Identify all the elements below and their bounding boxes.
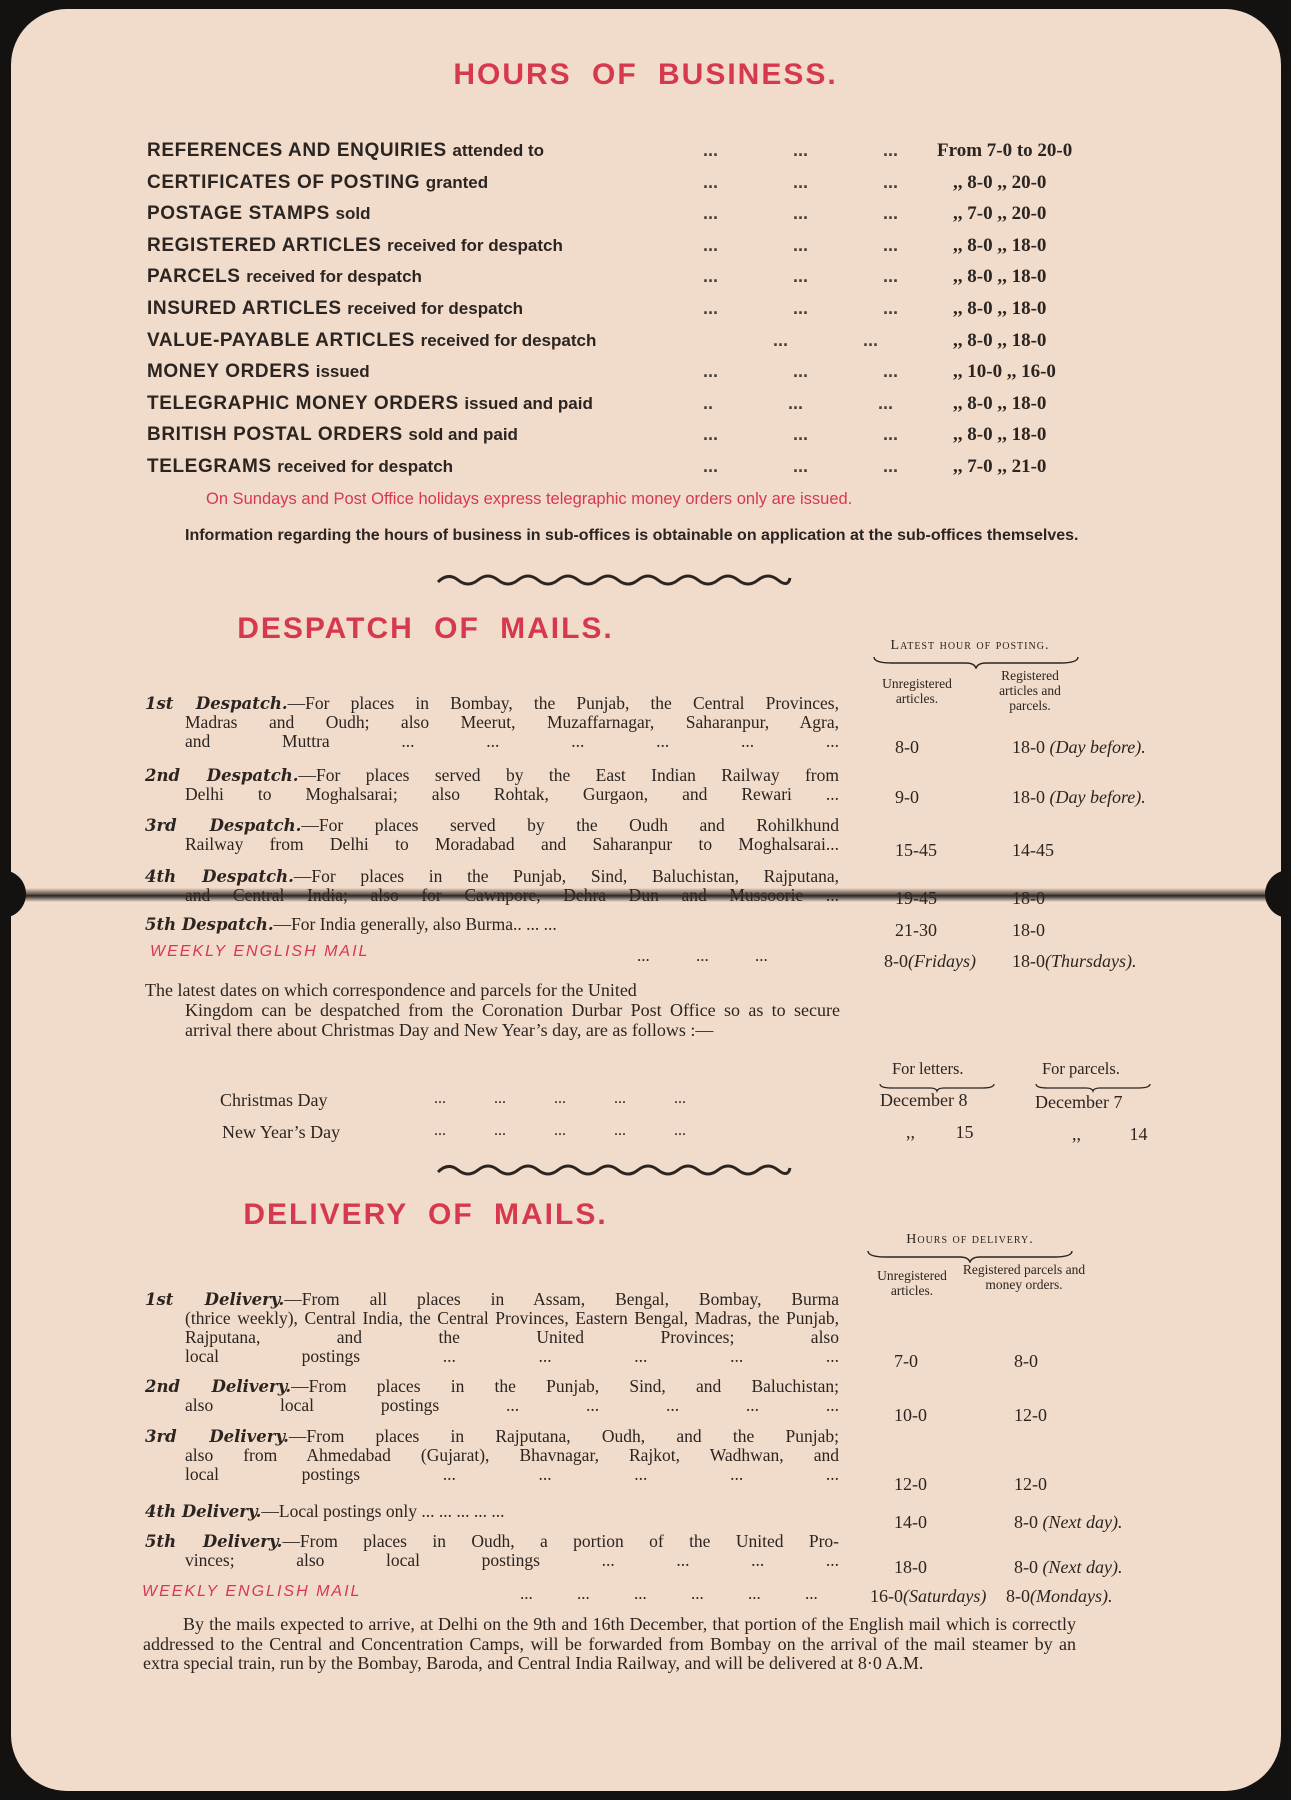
delivery-brace xyxy=(866,1249,1074,1263)
hours-row xyxy=(147,172,1097,200)
hours-service xyxy=(147,330,596,352)
despatch-entry-text: —For places in Bombay, the Punjab, the Central Provinces, xyxy=(287,693,839,713)
despatch-col-registered: Registered articles and parcels. xyxy=(999,668,1061,713)
date-parcels: December 7 xyxy=(1035,1092,1123,1112)
despatch-unregistered-time: 19-45 xyxy=(895,888,937,908)
despatch-registered-value: 14-45 xyxy=(1012,840,1054,860)
hours-service-suffix: issued and paid xyxy=(464,393,593,413)
hours-service-suffix: sold xyxy=(335,204,371,224)
delivery-entry-first-line xyxy=(145,1377,839,1396)
despatch-registered-note: (Day before). xyxy=(1049,787,1146,807)
despatch-entry-first-line xyxy=(145,694,839,713)
despatch-registered-value: 18-0 xyxy=(1012,888,1045,908)
despatch-entry xyxy=(145,694,839,751)
delivery-col-unregistered: Unregistered articles. xyxy=(877,1268,947,1298)
hours-time-range: ,, 8-0 ,, 18-0 xyxy=(953,234,1047,256)
date-row-label: Christmas Day xyxy=(220,1090,328,1110)
hours-service-suffix: attended to xyxy=(452,141,545,160)
date-row-dots: ... ... ... ... ... xyxy=(434,1122,686,1139)
for-letters-header: For letters. xyxy=(892,1059,964,1078)
despatch-registered-value: 18-0 xyxy=(1012,787,1045,807)
delivery-registered-time xyxy=(1014,1351,1038,1372)
delivery-registered-value: 12-0 xyxy=(1014,1405,1047,1425)
hours-service-suffix: received for despatch xyxy=(246,267,422,287)
despatch-unregistered-time: 8-0 xyxy=(895,737,919,757)
hours-service xyxy=(147,361,370,383)
delivery-entry xyxy=(145,1427,839,1484)
wavy-divider-2 xyxy=(436,1160,792,1180)
date-row-label: New Year’s Day xyxy=(222,1122,341,1142)
delivery-entry-text: —From places in Rajputana, Oudh, and the Punjab; xyxy=(288,1426,840,1446)
hours-time-range: ,, 10-0 ,, 16-0 xyxy=(953,361,1056,383)
despatch-entry-first-line xyxy=(145,816,839,835)
delivery-weekly-registered: 8-0(Mondays). xyxy=(1006,1586,1113,1606)
despatch-entry-label: 2nd Despatch. xyxy=(145,766,299,785)
hours-leader-dots: ... ... ... xyxy=(703,266,899,287)
hours-row xyxy=(147,298,1097,326)
delivery-entry-text: —From places in the Punjab, Sind, and Baluchistan; xyxy=(291,1376,839,1396)
delivery-entry xyxy=(145,1502,839,1521)
delivery-entry-label: 4th Delivery. xyxy=(145,1502,262,1521)
despatch-weekly-label: WEEKLY ENGLISH MAIL xyxy=(150,943,370,960)
hours-time-range: ,, 8-0 ,, 18-0 xyxy=(953,424,1047,446)
delivery-registered-time xyxy=(1014,1557,1122,1578)
hours-leader-dots: ... ... ... xyxy=(703,203,899,224)
despatch-registered-time xyxy=(1012,787,1146,808)
delivery-entry-first-line xyxy=(145,1532,839,1551)
delivery-registered-time xyxy=(1014,1474,1047,1495)
delivery-weekly-dots: ... ... ... ... ... ... xyxy=(520,1584,818,1603)
hours-row xyxy=(147,266,1097,294)
hours-service-name: TELEGRAMS xyxy=(147,456,272,477)
hours-time-range: ,, 8-0 ,, 18-0 xyxy=(953,329,1047,351)
hours-leader-dots: ... ... ... xyxy=(703,361,899,382)
hours-service-name: MONEY ORDERS xyxy=(147,361,311,383)
delivery-entry-last-line: local postings ... ... ... ... ... xyxy=(185,1464,839,1484)
hours-service-suffix: received for despatch xyxy=(387,235,563,255)
hours-service-name: PARCELS xyxy=(147,266,241,288)
delivery-entry-label: 5th Delivery. xyxy=(145,1532,283,1551)
hours-row xyxy=(147,140,1097,168)
hours-service xyxy=(147,393,593,415)
despatch-registered-value: 18-0 xyxy=(1012,737,1045,757)
hours-time-range: ,, 8-0 ,, 18-0 xyxy=(953,298,1047,319)
despatch-entry-first-line xyxy=(145,766,839,785)
despatch-entry-text: —For places served by the East Indian Railway from xyxy=(298,765,839,785)
delivery-unregistered-time: 12-0 xyxy=(894,1474,927,1494)
despatch-brace xyxy=(872,655,1080,669)
delivery-unregistered-time: 18-0 xyxy=(894,1557,927,1577)
despatch-entry xyxy=(145,867,839,905)
hours-service-name: REFERENCES AND ENQUIRIES xyxy=(147,140,447,161)
despatch-registered-time xyxy=(1012,737,1146,758)
date-row-dots: ... ... ... ... ... xyxy=(434,1090,686,1107)
hours-row xyxy=(147,424,1097,452)
hours-service-name: REGISTERED ARTICLES xyxy=(147,234,382,256)
delivery-unregistered-time: 7-0 xyxy=(894,1351,918,1371)
despatch-entry-text: —For places in the Punjab, Sind, Baluchistan, Rajputana, xyxy=(293,866,839,886)
despatch-entry-label: 1st Despatch. xyxy=(145,694,288,713)
hours-time-range: ,, 7-0 ,, 21-0 xyxy=(953,456,1047,477)
hours-time-range: ,, 8-0 ,, 18-0 xyxy=(953,392,1047,414)
delivery-entry-first-line xyxy=(145,1502,839,1521)
hours-time-range: ,, 7-0 ,, 20-0 xyxy=(953,203,1047,225)
hours-leader-dots: ... ... ... xyxy=(703,171,899,192)
despatch-entry-continuation: Madras and Oudh; also Meerut, Muzaffarnagar, Saharanpur, Agra, xyxy=(185,712,839,732)
despatch-entry-label: 3rd Despatch. xyxy=(145,816,302,835)
delivery-registered-time xyxy=(1014,1512,1122,1533)
hours-service xyxy=(147,266,422,288)
despatch-col-unregistered: Unregistered articles. xyxy=(882,676,952,706)
hours-service-suffix: received for despatch xyxy=(420,330,597,350)
delivery-entry-text: —From all places in Assam, Bengal, Bombay, Burma xyxy=(284,1289,839,1309)
delivery-registered-value: 8-0 xyxy=(1014,1557,1038,1577)
delivery-entry xyxy=(145,1532,839,1570)
despatch-entry-text: —For India generally, also Burma.. ... ... xyxy=(273,914,557,934)
despatch-column-header: Latest hour of posting. xyxy=(890,638,1050,653)
hours-service-name: POSTAGE STAMPS xyxy=(147,203,330,225)
despatch-entry-first-line xyxy=(145,915,839,934)
despatch-registered-note: (Day before). xyxy=(1049,737,1146,757)
delivery-registered-value: 12-0 xyxy=(1014,1474,1047,1494)
delivery-col-registered: Registered parcels and money orders. xyxy=(962,1262,1086,1292)
hours-service-suffix: sold and paid xyxy=(408,425,518,445)
delivery-entry-first-line xyxy=(145,1427,839,1446)
hours-time-range: ,, 8-0 ,, 18-0 xyxy=(953,266,1047,288)
hours-leader-dots: ... ... xyxy=(773,329,879,350)
delivery-entry-last-line: vinces; also local postings ... ... ... ... xyxy=(185,1550,839,1570)
hours-leader-dots: ... ... ... xyxy=(703,456,899,476)
delivery-registered-time xyxy=(1014,1405,1047,1426)
hours-service-name: BRITISH POSTAL ORDERS xyxy=(147,424,403,446)
hours-leader-dots: ... ... ... xyxy=(703,140,899,160)
for-parcels-header: For parcels. xyxy=(1042,1059,1120,1078)
hours-leader-dots: ... ... ... xyxy=(703,234,899,255)
final-paragraph: By the mails expected to arrive, at Delhi on the 9th and 16th December, that portion of the English mail which is correctly addressed to the Central and Concentration Camps, will be forwarded from Bombay on the arrival of the mail steamer by an extra special train, run by the Bombay, Baroda, and Central India Railway, and will be delivered at 8·0 A.M. xyxy=(143,1614,1076,1673)
hours-service-name: TELEGRAPHIC MONEY ORDERS xyxy=(147,392,459,414)
hours-service-suffix: received for despatch xyxy=(277,457,454,476)
hours-service xyxy=(147,456,453,478)
sunday-note: On Sundays and Post Office holidays express telegraphic money orders only are issued. xyxy=(206,490,853,508)
wavy-divider xyxy=(436,570,792,590)
hours-service-name: INSURED ARTICLES xyxy=(147,298,342,319)
delivery-entry xyxy=(145,1377,839,1415)
delivery-registered-value: 8-0 xyxy=(1014,1512,1038,1532)
hours-service-name: CERTIFICATES OF POSTING xyxy=(147,171,421,193)
delivery-entry-label: 1st Delivery. xyxy=(145,1290,285,1309)
despatch-registered-time xyxy=(1012,920,1045,941)
delivery-entry-text: —Local postings only ... ... ... ... ... xyxy=(261,1501,505,1521)
hours-row xyxy=(147,361,1097,389)
date-letters: ,, 15 xyxy=(906,1122,974,1142)
despatch-unregistered-time: 15-45 xyxy=(895,840,937,860)
delivery-entry-text: —From places in Oudh, a portion of the United Pro- xyxy=(282,1531,839,1551)
despatch-unregistered-time: 21-30 xyxy=(895,920,937,940)
hours-time-range: From 7-0 to 20-0 xyxy=(937,140,1073,161)
delivery-entry-label: 3rd Delivery. xyxy=(145,1427,289,1446)
hours-service xyxy=(147,172,488,194)
despatch-entry-last-line: Railway from Delhi to Moradabad and Saharanpur to Moghalsarai... xyxy=(185,834,839,854)
delivery-weekly-unregistered: 16-0(Saturdays) xyxy=(870,1586,987,1606)
despatch-entry-last-line: and Central India; also for Cawnpore, Dehra Dun and Mussoorie ... xyxy=(185,885,839,905)
hours-row xyxy=(147,203,1097,231)
delivery-entry-continuation: also from Ahmedabad (Gujarat), Bhavnagar, Rajkot, Wadhwan, and xyxy=(185,1445,839,1465)
delivery-entry-first-line xyxy=(145,1290,839,1309)
hours-leader-dots: ... ... ... xyxy=(703,424,899,445)
hours-service-suffix: issued xyxy=(315,362,370,382)
despatch-weekly-dots: ... ... ... xyxy=(637,946,768,965)
despatch-entry xyxy=(145,816,839,854)
despatch-title: DESPATCH OF MAILS. xyxy=(237,612,614,645)
despatch-registered-time xyxy=(1012,840,1054,861)
despatch-entry-text: —For places served by the Oudh and Rohilkhund xyxy=(301,815,839,835)
hours-leader-dots: .. ... ... xyxy=(703,392,894,413)
hours-time-range: ,, 8-0 ,, 20-0 xyxy=(953,171,1047,193)
delivery-entry-last-line: also local postings ... ... ... ... ... xyxy=(185,1395,839,1415)
delivery-registered-value: 8-0 xyxy=(1014,1351,1038,1371)
hours-service xyxy=(147,424,518,446)
hours-row xyxy=(147,330,1097,358)
despatch-registered-value: 18-0 xyxy=(1012,920,1045,940)
delivery-entry-label: 2nd Delivery. xyxy=(145,1377,292,1396)
hours-service-suffix: received for despatch xyxy=(347,299,524,318)
hours-row xyxy=(147,235,1097,263)
despatch-weekly-unregistered: 8-0(Fridays) xyxy=(884,951,976,971)
hours-service-name: VALUE-PAYABLE ARTICLES xyxy=(147,329,415,351)
delivery-unregistered-time: 14-0 xyxy=(894,1512,927,1532)
hours-title: HOURS OF BUSINESS. xyxy=(453,58,838,91)
hours-service xyxy=(147,298,523,320)
despatch-registered-time xyxy=(1012,888,1045,909)
despatch-entry-last-line: and Muttra ... ... ... ... ... ... xyxy=(185,731,839,751)
latest-dates-paragraph: The latest dates on which correspondence and parcels for the United Kingdom can be despatched from the Coronation Durbar Post Office so as to secure arrival there about Christmas Day and New Year’s day, are as follows :— xyxy=(145,980,840,1040)
sub-office-info: Information regarding the hours of business in sub-offices is obtainable on application at the sub-offices themselves. xyxy=(185,527,1079,544)
hours-service xyxy=(147,203,371,225)
hours-service-suffix: granted xyxy=(425,172,489,192)
despatch-entry xyxy=(145,915,839,934)
date-parcels: ,, 14 xyxy=(1072,1124,1148,1144)
despatch-entry-label: 4th Despatch. xyxy=(145,867,294,886)
hours-leader-dots: ... ... ... xyxy=(703,298,899,318)
despatch-entry xyxy=(145,766,839,804)
delivery-registered-note: (Next day). xyxy=(1042,1557,1123,1577)
delivery-title: DELIVERY OF MAILS. xyxy=(243,1198,608,1231)
despatch-entry-label: 5th Despatch. xyxy=(145,915,274,934)
despatch-weekly-registered: 18-0(Thursdays). xyxy=(1012,951,1137,971)
delivery-column-header: Hours of delivery. xyxy=(906,1232,1034,1247)
hours-service xyxy=(147,140,544,162)
date-letters: December 8 xyxy=(880,1090,968,1110)
delivery-entry-continuation: (thrice weekly), Central India, the Central Provinces, Eastern Bengal, Madras, the Punjab, Rajputana, and the United Provinces; also xyxy=(185,1308,839,1347)
delivery-unregistered-time: 10-0 xyxy=(894,1405,927,1425)
delivery-entry-last-line: local postings ... ... ... ... ... xyxy=(185,1346,839,1366)
hours-service xyxy=(147,235,563,257)
delivery-registered-note: (Next day). xyxy=(1042,1512,1123,1532)
hours-row xyxy=(147,393,1097,421)
despatch-unregistered-time: 9-0 xyxy=(895,787,919,807)
despatch-entry-first-line xyxy=(145,867,839,886)
hours-row xyxy=(147,456,1097,484)
despatch-entry-last-line: Delhi to Moghalsarai; also Rohtak, Gurgaon, and Rewari ... xyxy=(185,784,839,804)
delivery-weekly-label: WEEKLY ENGLISH MAIL xyxy=(142,1583,362,1600)
delivery-entry xyxy=(145,1290,839,1366)
